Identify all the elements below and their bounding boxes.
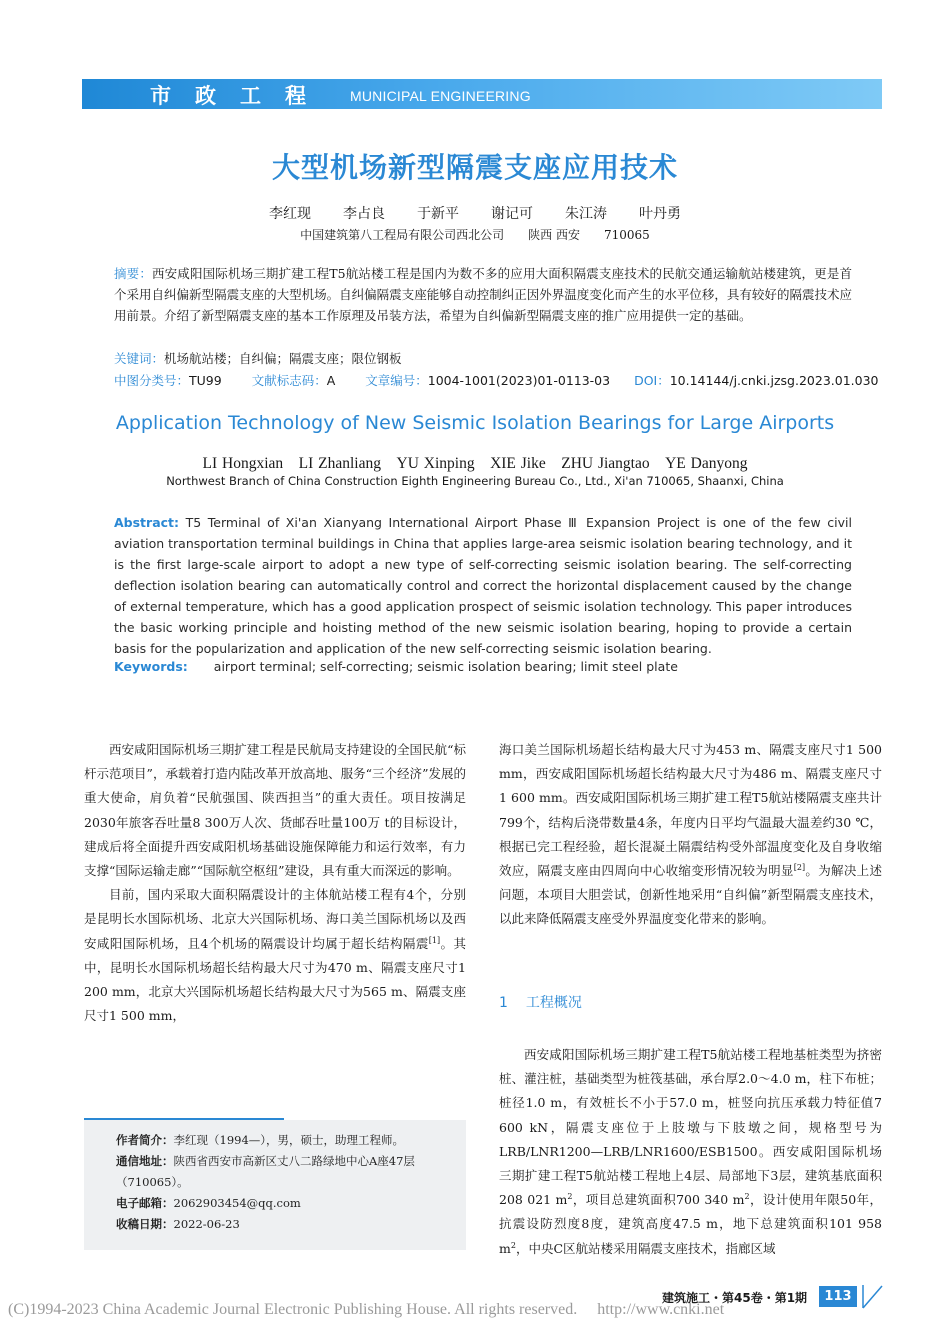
authors-cn (0, 203, 950, 223)
body-text: ，项目总建筑面积700 340 m (572, 1192, 745, 1208)
keywords-en-label: Keywords: (114, 659, 188, 674)
footnote-text (116, 1130, 456, 1235)
section-title-en: MUNICIPAL ENGINEERING (350, 88, 531, 104)
author-info-text: 李红现（1994—），男，硕士，助理工程师。 (173, 1133, 405, 1147)
clc-label: 中图分类号： (114, 373, 190, 388)
paper-title-cn: 大型机场新型隔震支座应用技术 (271, 151, 678, 184)
author-info-label: 作者简介： (116, 1133, 174, 1147)
journal-info: 建筑施工・第45卷・第1期 (662, 1291, 808, 1305)
address-info (116, 1151, 456, 1193)
abstract-cn-label: 摘要： (114, 266, 152, 281)
section-title: 工程概况 (525, 995, 582, 1011)
author-cn: 谢记可 (491, 206, 533, 222)
author-cn: 朱江涛 (565, 206, 607, 222)
abstract-cn-text: 西安咸阳国际机场三期扩建工程T5航站楼工程是国内为数不多的应用大面积隔震支座技术的民航交通运输航站楼建筑，更是首个采用自纠偏新型隔震支座的大型机场。自纠偏隔震支座能够自动控制纠正因外界温度变化而产生的水平位移，具有较好的隔震技术应用前景。介绍了新型隔震支座的基本工作原理及吊装方法，希望为自纠偏新型隔震支座的推广应用提供一定的基础。 (114, 266, 852, 323)
body-paragraph (84, 883, 466, 1028)
corner-mark-icon (860, 1282, 884, 1310)
address-label: 通信地址： (116, 1154, 174, 1168)
keywords-en-text: airport terminal; self-correcting; seismic isolation bearing; limit steel plate (213, 659, 678, 674)
authors-en: LI Hongxian LI Zhanliang YU Xinping XIE Jike ZHU Jiangtao YE Danyong (202, 455, 748, 472)
body-right-column-lower (499, 1043, 882, 1261)
copyright-watermark: (C)1994-2023 China Academic Journal Electronic Publishing House. All rights reserved. http://www.cnki.net (8, 1301, 725, 1318)
section-title-cn: 市政工程 (150, 84, 330, 108)
author-cn: 李红现 (269, 206, 311, 222)
body-paragraph: 西安咸阳国际机场三期扩建工程是民航局支持建设的全国民航“标杆示范项目”，承载着打造内陆改革开放高地、服务“三个经济”发展的重大使命，肩负着“民航强国、陕西担当”的重大责任。项目按满足2030年旅客吞吐量8 300万人次、货邮吞吐量100万 t的目标设计，建成后将全面提升西安咸阳机场基础设施保障能力和运行效率，有力支撑“国际运输走廊”“国际航空枢纽”建设，具有重大而深远的影响。 (84, 742, 466, 879)
body-paragraph (499, 1043, 882, 1261)
body-text: 。为解决上述问题，本项目大胆尝试，创新性地采用“自纠偏”新型隔震支座技术，以此来降低隔震支座受外界温度变化带来的影响。 (499, 863, 882, 927)
keywords-en (114, 659, 678, 674)
section-heading (499, 992, 582, 1012)
body-text: 。其中，昆明长水国际机场超长结构最大尺寸为470 m、隔震支座尺寸1 200 mm，北京大兴国际机场超长结构最大尺寸为565 m、隔震支座尺寸1 500 mm， (84, 935, 466, 1024)
body-right-column (499, 738, 882, 932)
keywords-cn-text: 机场航站楼；自纠偏；隔震支座；限位钢板 (164, 351, 402, 366)
classification-row (114, 371, 878, 389)
body-paragraph (499, 738, 882, 932)
superscript: 2 (510, 1240, 516, 1250)
received-label: 收稿日期： (116, 1217, 174, 1231)
superscript: 2 (744, 1192, 750, 1202)
keywords-cn-label: 关键词： (114, 351, 165, 366)
author-cn: 于新平 (417, 206, 459, 222)
article-no-label: 文章编号： (365, 373, 428, 388)
doc-code-value: A (326, 373, 336, 388)
author-info (116, 1130, 456, 1151)
doc-code-label: 文献标志码： (251, 373, 327, 388)
article-no-value: 1004-1001(2023)01-0113-03 (427, 373, 611, 388)
body-text: 西安咸阳国际机场三期扩建工程T5航站楼工程地基桩类型为挤密桩、灌注桩，基础类型为桩筏基础，承台厚2.0～4.0 m，柱下布桩；桩径1.0 m，有效桩长不小于57.0 m，桩竖向抗压承载力特征值7 600 kN，隔震支座位于上肢墩与下肢墩之间，规格型号为LRB/LNR1200—LRB/LNR1600/ESB1500。西安咸阳国际机场三期扩建工程T5航站楼工程地上4层、局部地下3层，建筑基底面积208 021 m (499, 1047, 882, 1208)
received-text: 2022-06-23 (173, 1217, 240, 1231)
author-cn: 叶丹勇 (639, 206, 681, 222)
citation: [1] (428, 935, 441, 945)
doi-label: DOI： (634, 373, 670, 388)
keywords-cn (114, 349, 402, 367)
abstract-cn (114, 263, 852, 326)
body-text: 海口美兰国际机场超长结构最大尺寸为453 m、隔震支座尺寸1 500 mm，西安咸阳国际机场超长结构最大尺寸为486 m、隔震支座尺寸1 600 mm。西安咸阳国际机场三期扩建工程T5航站楼隔震支座共计799个，结构后浇带数量4条，年度内日平均气温最大温差约30 ℃，根据已完工程经验，超长混凝土隔震结构受外部温度变化及自身收缩效应，隔震支座由四周向中心收缩变形情况较为明显 (499, 742, 882, 879)
email-text: 2062903454@qq.com (173, 1196, 301, 1210)
body-text: ，设计使用年限50年，抗震设防烈度8度，建筑高度47.5 m，地下总建筑面积101 958 m (499, 1192, 882, 1256)
section-number: 1 (499, 995, 508, 1011)
received-info (116, 1214, 456, 1235)
affiliation-cn: 中国建筑第八工程局有限公司西北公司 陕西 西安 710065 (300, 228, 650, 242)
body-left-column (84, 738, 466, 1028)
affiliation-en: Northwest Branch of China Construction Eighth Engineering Bureau Co., Ltd., Xi'an 710065, Shaanxi, China (166, 474, 784, 488)
author-cn: 李占良 (343, 206, 385, 222)
body-text: 目前，国内采取大面积隔震设计的主体航站楼工程有4个，分别是昆明长水国际机场、北京大兴国际机场、海口美兰国际机场以及西安咸阳国际机场，且4个机场的隔震设计均属于超长结构隔震 (84, 887, 466, 951)
body-text: ，中央C区航站楼采用隔震支座技术，指廊区域 (515, 1240, 776, 1256)
page-number: 113 (819, 1286, 857, 1307)
abstract-en (114, 512, 852, 659)
citation: [2] (793, 862, 806, 872)
paper-title-en: Application Technology of New Seismic Isolation Bearings for Large Airports (115, 412, 835, 434)
clc-value: TU99 (189, 373, 222, 388)
abstract-en-text: T5 Terminal of Xi'an Xianyang International Airport Phase Ⅲ Expansion Project is one of the few civil aviation transportation terminal buildings in China that applies large-area seismic isolation bearing technology, and it is the first large-scale airport to adopt a new type of self-correcting seismic isolation bearing. The self-correcting deflection isolation bearing can automatically control and correct the horizontal displacement caused by the change of external temperature, which has a good application prospect of seismic isolation technology. This paper introduces the basic working principle and hoisting method of the new seismic isolation bearing, hoping to provide a certain basis for the popularization and application of the new self-correcting seismic isolation bearing. (114, 515, 852, 656)
address-text: 陕西省西安市高新区丈八二路绿地中心A座47层（710065）。 (116, 1154, 415, 1189)
email-info (116, 1193, 456, 1214)
superscript: 2 (567, 1192, 573, 1202)
doi-value: 10.14144/j.cnki.jzsg.2023.01.030 (669, 373, 879, 388)
abstract-en-label: Abstract: (114, 515, 180, 530)
email-label: 电子邮箱： (116, 1196, 174, 1210)
